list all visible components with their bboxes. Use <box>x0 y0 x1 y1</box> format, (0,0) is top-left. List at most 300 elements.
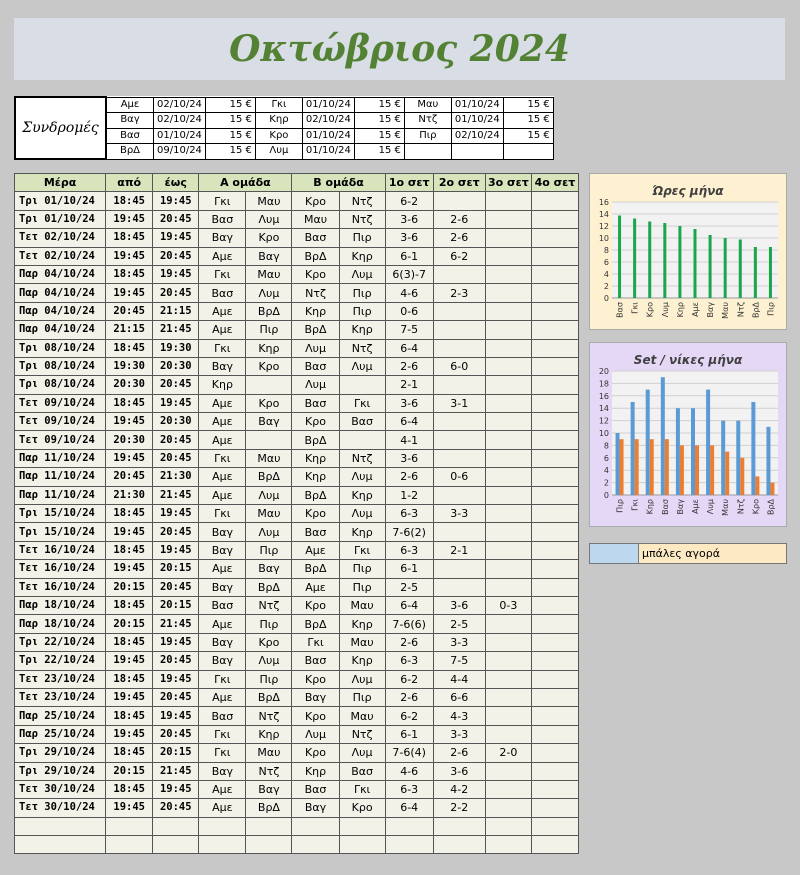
set1-score: 3-6 <box>385 229 433 247</box>
team-b-player2: Γκι <box>339 541 385 559</box>
set1-score: 2-6 <box>385 468 433 486</box>
set1-score: 6-3 <box>385 505 433 523</box>
sets-bar-wins <box>620 439 624 495</box>
set2-score <box>433 560 485 578</box>
team-b-player2 <box>339 817 385 835</box>
hours-y-tick-label: 10 <box>598 234 609 243</box>
set3-score <box>485 321 531 339</box>
set1-score: 6-3 <box>385 541 433 559</box>
set4-score <box>531 762 578 780</box>
team-a-player1: Αμε <box>199 321 246 339</box>
team-a-player2: Μαυ <box>246 192 292 210</box>
team-b-player2: Κηρ <box>339 321 385 339</box>
team-b-player2: Ντζ <box>339 192 385 210</box>
team-a-player2: Κηρ <box>246 725 292 743</box>
team-a-player1: Βαγ <box>199 357 246 375</box>
subscription-price: 15 € <box>503 97 553 113</box>
hours-x-tick-label: Βασ <box>615 302 625 318</box>
team-b-player1: Κηρ <box>292 449 339 467</box>
set2-score: 2-1 <box>433 541 485 559</box>
day-cell: Τετ 30/10/24 <box>15 780 106 798</box>
team-b-player1: ΒρΔ <box>292 560 339 578</box>
start-time-cell: 19:45 <box>106 210 153 228</box>
team-a-player2: ΒρΔ <box>246 468 292 486</box>
set1-score: 6(3)-7 <box>385 265 433 283</box>
team-b-player2: Βασ <box>339 762 385 780</box>
member-name: Μαυ <box>404 97 451 113</box>
team-b-player1: Βασ <box>292 357 339 375</box>
team-a-player1: Κηρ <box>199 376 246 394</box>
set3-score <box>485 247 531 265</box>
team-b-player2: Πιρ <box>339 560 385 578</box>
column-header: Μέρα <box>15 174 106 192</box>
set2-score <box>433 302 485 320</box>
set4-score <box>531 780 578 798</box>
team-b-player2: Λυμ <box>339 265 385 283</box>
match-row <box>15 431 579 449</box>
end-time-cell: 19:45 <box>153 505 199 523</box>
team-b-player1: Βασ <box>292 394 339 412</box>
subscription-date: 01/10/24 <box>302 97 354 113</box>
sets-bar-wins <box>695 445 699 495</box>
day-cell: Παρ 18/10/24 <box>15 596 106 614</box>
start-time-cell: 18:45 <box>106 265 153 283</box>
team-b-player1: Κηρ <box>292 468 339 486</box>
member-name: Λυμ <box>255 144 302 160</box>
set3-score <box>485 302 531 320</box>
match-row <box>15 688 579 706</box>
team-a-player2 <box>246 431 292 449</box>
team-b-player1: Κρο <box>292 265 339 283</box>
team-a-player2: Κηρ <box>246 339 292 357</box>
day-cell: Παρ 11/10/24 <box>15 468 106 486</box>
team-b-player1: ΒρΔ <box>292 321 339 339</box>
sets-bar-wins <box>770 483 774 495</box>
team-a-player2: Λυμ <box>246 210 292 228</box>
member-name: ΒρΔ <box>106 144 154 160</box>
team-b-player1: Κρο <box>292 192 339 210</box>
start-time-cell: 19:45 <box>106 413 153 431</box>
column-header: Α ομάδα <box>199 174 292 192</box>
day-cell: Τετ 30/10/24 <box>15 799 106 817</box>
team-a-player2: Λυμ <box>246 652 292 670</box>
set2-score: 3-6 <box>433 762 485 780</box>
set2-score <box>433 578 485 596</box>
team-b-player1: Κρο <box>292 596 339 614</box>
team-b-player2: Κηρ <box>339 652 385 670</box>
start-time-cell: 20:15 <box>106 578 153 596</box>
hours-bar <box>724 238 727 298</box>
set2-score: 6-6 <box>433 688 485 706</box>
schedule-table <box>14 173 579 854</box>
day-cell: Τετ 16/10/24 <box>15 578 106 596</box>
day-cell: Τρι 29/10/24 <box>15 762 106 780</box>
set3-score <box>485 780 531 798</box>
set1-score: 6-4 <box>385 339 433 357</box>
team-a-player1: Γκι <box>199 505 246 523</box>
set2-score <box>433 817 485 835</box>
set4-score <box>531 652 578 670</box>
set2-score <box>433 265 485 283</box>
subscription-price: 15 € <box>354 113 404 129</box>
team-a-player1: Γκι <box>199 339 246 357</box>
set3-score <box>485 339 531 357</box>
team-b-player1: Αμε <box>292 578 339 596</box>
set4-score <box>531 633 578 651</box>
sets-bar-wins <box>680 445 684 495</box>
member-name: Ντζ <box>404 113 451 129</box>
subscription-price: 15 € <box>205 113 255 129</box>
start-time-cell: 19:45 <box>106 725 153 743</box>
set2-score: 6-2 <box>433 247 485 265</box>
subscription-date: 02/10/24 <box>154 113 206 129</box>
subscription-date: 09/10/24 <box>154 144 206 160</box>
hours-x-tick-label: Αμε <box>691 302 700 317</box>
sets-bar-sets <box>751 402 755 495</box>
sets-bar-sets <box>676 408 680 495</box>
set1-score: 2-6 <box>385 688 433 706</box>
set3-score <box>485 394 531 412</box>
start-time-cell: 19:45 <box>106 560 153 578</box>
sets-chart-title: Set / νίκες μήνα <box>633 353 743 367</box>
day-cell: Τετ 02/10/24 <box>15 247 106 265</box>
set1-score: 3-6 <box>385 210 433 228</box>
hours-x-tick-label: Γκι <box>630 302 640 314</box>
subscription-price: 15 € <box>205 128 255 144</box>
member-name: Αμε <box>106 97 154 113</box>
sets-bar-wins <box>650 439 654 495</box>
set4-score <box>531 229 578 247</box>
sets-y-tick-label: 8 <box>603 441 609 451</box>
set2-score: 2-6 <box>433 210 485 228</box>
set3-score <box>485 431 531 449</box>
set1-score: 2-1 <box>385 376 433 394</box>
start-time-cell: 20:30 <box>106 431 153 449</box>
end-time-cell: 20:45 <box>153 652 199 670</box>
set3-score <box>485 560 531 578</box>
day-cell: Τρι 15/10/24 <box>15 523 106 541</box>
team-a-player2: Κρο <box>246 394 292 412</box>
start-time-cell: 20:15 <box>106 615 153 633</box>
start-time-cell: 19:45 <box>106 284 153 302</box>
set1-score <box>385 817 433 835</box>
team-a-player1: Βασ <box>199 707 246 725</box>
team-b-player2: Λυμ <box>339 468 385 486</box>
team-a-player1: Αμε <box>199 560 246 578</box>
start-time-cell <box>106 817 153 835</box>
team-b-player2: Πιρ <box>339 302 385 320</box>
set2-score: 2-5 <box>433 615 485 633</box>
subscriptions-table <box>14 96 554 160</box>
sets-bar-sets <box>691 408 695 495</box>
match-row <box>15 302 579 320</box>
team-a-player1: Αμε <box>199 486 246 504</box>
team-a-player2: Πιρ <box>246 615 292 633</box>
match-row <box>15 523 579 541</box>
hours-y-tick-label: 4 <box>603 270 609 279</box>
start-time-cell: 21:15 <box>106 321 153 339</box>
end-time-cell: 19:45 <box>153 229 199 247</box>
day-cell: Παρ 18/10/24 <box>15 615 106 633</box>
hours-y-tick-label: 12 <box>598 222 609 231</box>
set3-score <box>485 799 531 817</box>
subscription-date: 01/10/24 <box>451 113 503 129</box>
sets-bar-wins <box>710 445 714 495</box>
set3-score <box>485 413 531 431</box>
set4-score <box>531 449 578 467</box>
match-row <box>15 229 579 247</box>
set1-score: 6-1 <box>385 247 433 265</box>
set3-score <box>485 615 531 633</box>
set2-score: 4-3 <box>433 707 485 725</box>
end-time-cell: 20:30 <box>153 413 199 431</box>
set1-score: 7-6(2) <box>385 523 433 541</box>
set2-score <box>433 449 485 467</box>
set3-score <box>485 523 531 541</box>
set2-score: 3-6 <box>433 596 485 614</box>
end-time-cell: 20:45 <box>153 247 199 265</box>
hours-bar <box>678 226 681 298</box>
set1-score: 2-6 <box>385 633 433 651</box>
end-time-cell: 20:45 <box>153 210 199 228</box>
match-row <box>15 799 579 817</box>
start-time-cell: 18:45 <box>106 229 153 247</box>
hours-bar <box>633 219 636 299</box>
hours-chart <box>590 174 786 329</box>
match-row <box>15 192 579 210</box>
team-b-player1: Λυμ <box>292 725 339 743</box>
start-time-cell: 19:45 <box>106 688 153 706</box>
team-a-player2: ΒρΔ <box>246 578 292 596</box>
team-b-player2 <box>339 836 385 854</box>
legend-swatch <box>590 544 639 563</box>
match-row <box>15 413 579 431</box>
team-a-player1: Βασ <box>199 596 246 614</box>
day-cell: Τετ 09/10/24 <box>15 394 106 412</box>
day-cell: Παρ 04/10/24 <box>15 284 106 302</box>
end-time-cell <box>153 817 199 835</box>
set3-score <box>485 486 531 504</box>
column-header: από <box>106 174 153 192</box>
end-time-cell: 21:45 <box>153 486 199 504</box>
end-time-cell: 19:45 <box>153 707 199 725</box>
team-b-player2 <box>339 431 385 449</box>
team-b-player2: Λυμ <box>339 357 385 375</box>
set2-score: 6-0 <box>433 357 485 375</box>
hours-y-tick-label: 2 <box>603 282 609 291</box>
sets-bar-sets <box>631 402 635 495</box>
day-cell: Τετ 23/10/24 <box>15 688 106 706</box>
subscription-date: 01/10/24 <box>451 97 503 113</box>
hours-y-tick-label: 8 <box>603 246 609 255</box>
sets-y-tick-label: 4 <box>603 466 609 476</box>
day-cell: Τρι 08/10/24 <box>15 376 106 394</box>
set4-score <box>531 560 578 578</box>
start-time-cell: 19:30 <box>106 357 153 375</box>
set2-score: 2-3 <box>433 284 485 302</box>
set3-score <box>485 652 531 670</box>
team-a-player2 <box>246 836 292 854</box>
end-time-cell: 20:45 <box>153 725 199 743</box>
set1-score: 7-6(6) <box>385 615 433 633</box>
team-b-player2: Λυμ <box>339 670 385 688</box>
match-row <box>15 394 579 412</box>
end-time-cell: 21:15 <box>153 302 199 320</box>
set1-score: 6-1 <box>385 560 433 578</box>
set1-score: 6-4 <box>385 799 433 817</box>
team-a-player2: Κρο <box>246 633 292 651</box>
sets-x-tick-label: ΒρΔ <box>766 499 776 516</box>
set4-score <box>531 817 578 835</box>
start-time-cell: 18:45 <box>106 707 153 725</box>
hours-x-tick-label: Πιρ <box>766 302 776 316</box>
team-a-player2: Ντζ <box>246 707 292 725</box>
end-time-cell: 20:15 <box>153 744 199 762</box>
match-row <box>15 633 579 651</box>
end-time-cell: 20:15 <box>153 596 199 614</box>
team-b-player2: Λυμ <box>339 744 385 762</box>
match-row <box>15 762 579 780</box>
match-row <box>15 780 579 798</box>
team-a-player2: Κρο <box>246 357 292 375</box>
sets-y-tick-label: 20 <box>598 367 609 376</box>
set4-score <box>531 578 578 596</box>
team-a-player2: Πιρ <box>246 321 292 339</box>
team-b-player1: Κηρ <box>292 762 339 780</box>
hours-chart-title: Ώρες μήνα <box>652 184 724 198</box>
set2-score: 4-2 <box>433 780 485 798</box>
set3-score <box>485 762 531 780</box>
team-a-player2 <box>246 817 292 835</box>
team-b-player1: Κρο <box>292 707 339 725</box>
team-a-player2: ΒρΔ <box>246 302 292 320</box>
set1-score: 6-3 <box>385 780 433 798</box>
team-a-player2: Πιρ <box>246 541 292 559</box>
start-time-cell: 20:45 <box>106 468 153 486</box>
sets-y-tick-label: 10 <box>598 429 609 438</box>
sets-chart <box>590 343 786 526</box>
set4-score <box>531 725 578 743</box>
set4-score <box>531 192 578 210</box>
day-cell: Τετ 09/10/24 <box>15 413 106 431</box>
end-time-cell: 21:45 <box>153 615 199 633</box>
set3-score <box>485 836 531 854</box>
match-row <box>15 449 579 467</box>
set4-score <box>531 247 578 265</box>
sets-x-tick-label: Κηρ <box>645 499 655 515</box>
team-b-player1: Μαυ <box>292 210 339 228</box>
sets-bar-sets <box>646 390 650 495</box>
end-time-cell: 20:45 <box>153 799 199 817</box>
set1-score: 6-2 <box>385 670 433 688</box>
start-time-cell: 19:45 <box>106 652 153 670</box>
team-a-player1: Αμε <box>199 615 246 633</box>
end-time-cell: 20:45 <box>153 449 199 467</box>
subscription-price: 15 € <box>503 113 553 129</box>
match-row <box>15 486 579 504</box>
subscription-price: 15 € <box>354 97 404 113</box>
subscription-price: 15 € <box>354 144 404 160</box>
set4-score <box>531 486 578 504</box>
team-b-player2: Ντζ <box>339 210 385 228</box>
sets-bar-sets <box>616 433 620 495</box>
start-time-cell: 18:45 <box>106 505 153 523</box>
subscription-date: 02/10/24 <box>154 97 206 113</box>
sets-y-tick-label: 14 <box>598 404 609 414</box>
start-time-cell: 19:45 <box>106 799 153 817</box>
hours-bar <box>663 223 666 298</box>
day-cell: Παρ 11/10/24 <box>15 449 106 467</box>
match-row <box>15 817 579 835</box>
day-cell: Τρι 01/10/24 <box>15 210 106 228</box>
set4-score <box>531 615 578 633</box>
team-a-player2: Πιρ <box>246 670 292 688</box>
sets-bar-sets <box>706 390 710 495</box>
set3-score <box>485 817 531 835</box>
subscription-date: 02/10/24 <box>451 128 503 144</box>
team-b-player1 <box>292 836 339 854</box>
sets-bar-wins <box>665 439 669 495</box>
end-time-cell: 19:45 <box>153 394 199 412</box>
hours-chart-card <box>589 173 787 330</box>
day-cell: Παρ 04/10/24 <box>15 321 106 339</box>
start-time-cell <box>106 836 153 854</box>
set4-score <box>531 523 578 541</box>
start-time-cell: 18:45 <box>106 596 153 614</box>
end-time-cell: 19:30 <box>153 339 199 357</box>
team-a-player1: Αμε <box>199 394 246 412</box>
column-header: 4ο σετ <box>531 174 578 192</box>
team-b-player1: Κρο <box>292 744 339 762</box>
hours-bar <box>709 235 712 298</box>
sets-bar-wins <box>755 476 759 495</box>
end-time-cell: 20:45 <box>153 284 199 302</box>
set4-score <box>531 431 578 449</box>
set2-score: 3-1 <box>433 394 485 412</box>
day-cell: Τρι 22/10/24 <box>15 633 106 651</box>
set1-score: 4-6 <box>385 284 433 302</box>
hours-x-tick-label: Κηρ <box>675 302 685 318</box>
sets-y-tick-label: 16 <box>598 391 609 401</box>
match-row <box>15 339 579 357</box>
legend-label: μπάλες αγορά <box>642 547 721 560</box>
team-b-player1: Βαγ <box>292 688 339 706</box>
set2-score <box>433 376 485 394</box>
set1-score: 4-6 <box>385 762 433 780</box>
match-row <box>15 321 579 339</box>
end-time-cell: 19:45 <box>153 192 199 210</box>
end-time-cell: 19:45 <box>153 541 199 559</box>
sets-x-tick-label: Μαυ <box>721 499 731 516</box>
team-a-player2: Λυμ <box>246 523 292 541</box>
day-cell: Τετ 02/10/24 <box>15 229 106 247</box>
member-name: Γκι <box>255 97 302 113</box>
set3-score <box>485 505 531 523</box>
team-b-player1: Γκι <box>292 633 339 651</box>
set1-score: 2-5 <box>385 578 433 596</box>
day-cell: Παρ 25/10/24 <box>15 725 106 743</box>
team-a-player1: Βαγ <box>199 652 246 670</box>
set4-score <box>531 836 578 854</box>
sets-bar-wins <box>635 439 639 495</box>
team-b-player2: Ντζ <box>339 449 385 467</box>
team-a-player2: Μαυ <box>246 265 292 283</box>
team-b-player1: Ντζ <box>292 284 339 302</box>
team-b-player2 <box>339 376 385 394</box>
match-row <box>15 725 579 743</box>
match-row <box>15 836 579 854</box>
sets-x-tick-label: Γκι <box>630 499 640 511</box>
